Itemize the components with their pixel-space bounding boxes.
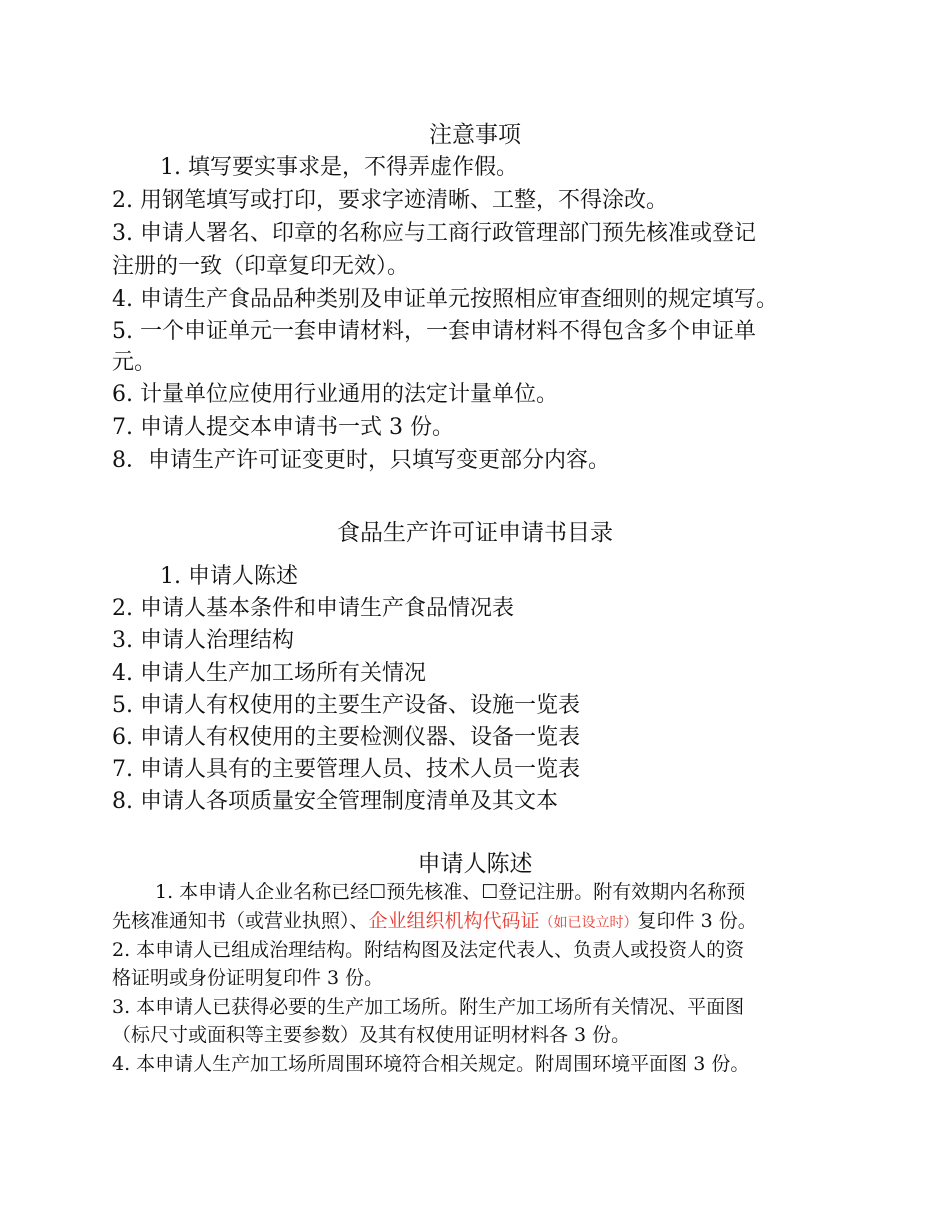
statement-title: 申请人陈述 — [417, 851, 533, 877]
statement-item-2-cont: 格证明或身份证明复印件 3 份。 — [112, 967, 384, 989]
toc-item-8: 8. 申请人各项质量安全管理制度清单及其文本 — [112, 789, 558, 814]
notes-item-2: 2. 用钢笔填写或打印，要求字迹清晰、工整，不得涂改。 — [112, 188, 668, 213]
notes-item-6: 6. 计量单位应使用行业通用的法定计量单位。 — [112, 382, 558, 407]
highlighted-note: （如已设立时） — [539, 915, 638, 931]
notes-item-3-cont: 注册的一致（印章复印无效）。 — [112, 254, 410, 279]
toc-item-6: 6. 申请人有权使用的主要检测仪器、设备一览表 — [112, 725, 580, 750]
statement-text: 复印件 3 份。 — [637, 910, 757, 932]
toc-item-3: 3. 申请人治理结构 — [112, 628, 294, 653]
notes-item-5: 5. 一个申证单元一套申请材料，一套申请材料不得包含多个申证单 — [112, 319, 756, 344]
notes-item-3: 3. 申请人署名、印章的名称应与工商行政管理部门预先核准或登记 — [112, 221, 756, 246]
statement-item-3-cont: （标尺寸或面积等主要参数）及其有权使用证明材料各 3 份。 — [112, 1024, 631, 1046]
notes-item-1: 1. 填写要实事求是，不得弄虚作假。 — [160, 155, 518, 180]
statement-item-1: 1. 本申请人企业名称已经☐预先核准、☐登记注册。附有效期内名称预 — [155, 881, 746, 903]
notes-item-7: 7. 申请人提交本申请书一式 3 份。 — [112, 415, 454, 440]
statement-text: 先核准通知书（或营业执照）、 — [112, 910, 369, 932]
toc-item-2: 2. 申请人基本条件和申请生产食品情况表 — [112, 596, 514, 621]
notes-item-8: 8．申请生产许可证变更时，只填写变更部分内容。 — [112, 448, 610, 473]
toc-item-1: 1. 申请人陈述 — [160, 564, 298, 589]
notes-item-4: 4. 申请生产食品品种类别及申证单元按照相应审查细则的规定填写。 — [112, 287, 778, 312]
notes-item-5-cont: 元。 — [112, 350, 157, 375]
statement-item-1-cont — [112, 907, 852, 938]
notes-title: 注意事项 — [429, 122, 521, 148]
highlighted-text: 企业组织机构代码证 — [368, 910, 540, 932]
statement-item-2: 2. 本申请人已组成治理结构。附结构图及法定代表人、负责人或投资人的资 — [112, 939, 745, 961]
toc-item-5: 5. 申请人有权使用的主要生产设备、设施一览表 — [112, 693, 580, 718]
toc-item-7: 7. 申请人具有的主要管理人员、技术人员一览表 — [112, 757, 580, 782]
statement-item-4: 4. 本申请人生产加工场所周围环境符合相关规定。附周围环境平面图 3 份。 — [112, 1053, 750, 1075]
toc-item-4: 4. 申请人生产加工场所有关情况 — [112, 661, 426, 686]
statement-item-3: 3. 本申请人已获得必要的生产加工场所。附生产加工场所有关情况、平面图 — [112, 996, 745, 1018]
toc-title: 食品生产许可证申请书目录 — [337, 520, 613, 546]
